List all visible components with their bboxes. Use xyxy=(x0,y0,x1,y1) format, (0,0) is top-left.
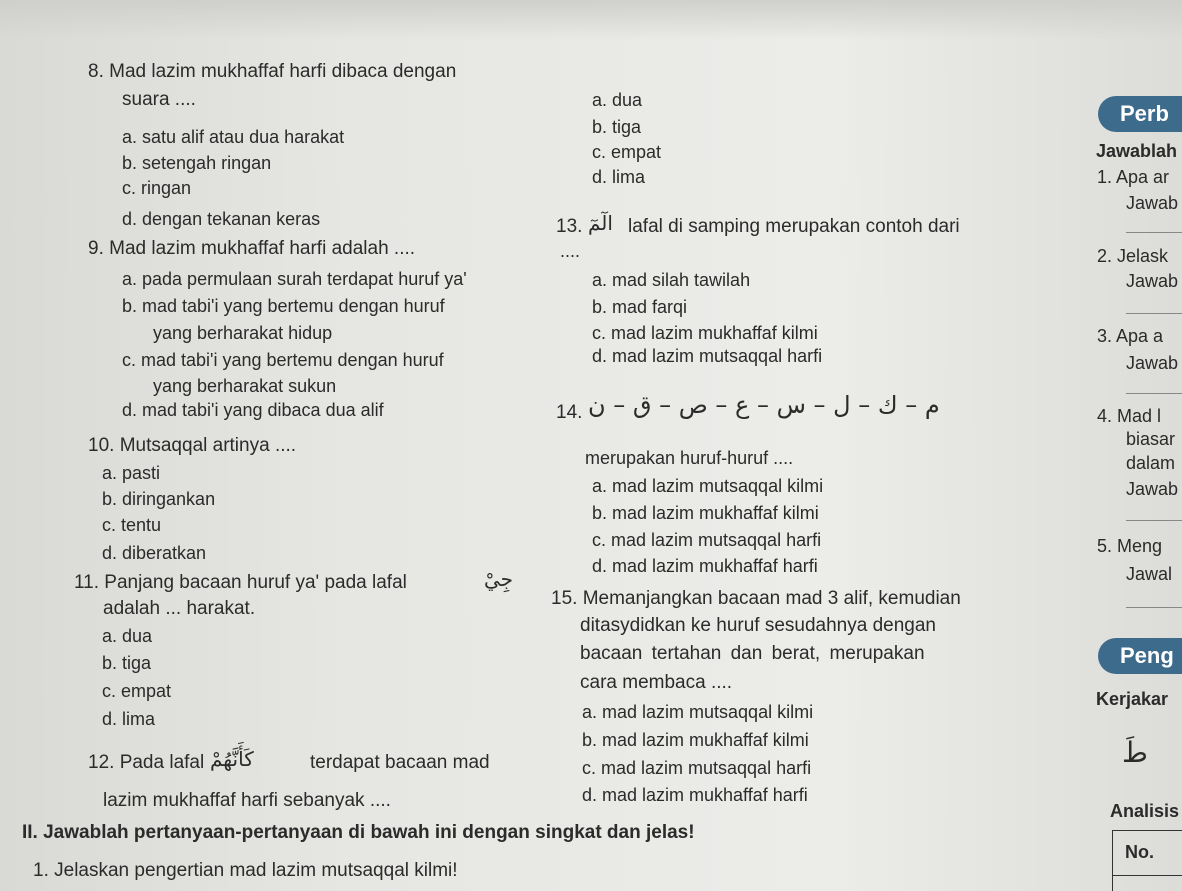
kerjakan-heading: Kerjakar xyxy=(1096,689,1169,709)
option-10a: a. pasti xyxy=(102,463,161,483)
arabic-letters-14: م – ك – ل – س – ع – ص – ق – ن xyxy=(588,391,940,419)
option-14c: c. mad lazim mutsaqqal harfi xyxy=(592,530,822,550)
table-divider xyxy=(1113,875,1182,876)
right-answer-2: Jawab xyxy=(1126,271,1179,291)
arabic-letter-right: طَ xyxy=(1122,736,1148,769)
option-15c: c. mad lazim mutsaqqal harfi xyxy=(582,758,812,778)
right-answer-5: Jawal xyxy=(1126,564,1173,584)
answer-line xyxy=(1126,313,1182,314)
option-8c: c. ringan xyxy=(122,178,192,198)
option-13c: c. mad lazim mukhaffaf kilmi xyxy=(592,323,818,343)
option-8-tiga: b. tiga xyxy=(592,117,642,137)
question-11-text: 11. Panjang bacaan huruf ya' pada lafal xyxy=(74,572,407,593)
question-12-text: 12. Pada lafal xyxy=(88,752,205,773)
section-2-heading: II. Jawablah pertanyaan-pertanyaan di bawah ini dengan singkat dan jelas! xyxy=(22,822,695,843)
right-item-3: 3. Apa a xyxy=(1097,326,1164,346)
arabic-word-13: الٓمٓ xyxy=(588,211,613,235)
answer-line xyxy=(1126,232,1182,233)
option-9c: c. mad tabi'i yang bertemu dengan huruf xyxy=(122,350,444,370)
essay-question-1: 1. Jelaskan pengertian mad lazim mutsaqqal kilmi! xyxy=(33,860,458,881)
option-9d: d. mad tabi'i yang dibaca dua alif xyxy=(122,400,384,420)
question-15-line4: cara membaca .... xyxy=(580,672,733,693)
question-15-line3: bacaan tertahan dan berat, merupakan xyxy=(580,643,925,664)
option-11b: b. tiga xyxy=(102,653,152,673)
right-item-4-cont2: dalam xyxy=(1126,453,1176,473)
arabic-word-12: كَأَنَّهُمْ xyxy=(210,747,254,771)
option-13a: a. mad silah tawilah xyxy=(592,270,751,290)
table-header-no: No. xyxy=(1125,842,1154,862)
right-item-2: 2. Jelask xyxy=(1097,246,1169,266)
page-fold-shadow xyxy=(0,0,1182,40)
option-15a: a. mad lazim mutsaqqal kilmi xyxy=(582,702,814,722)
option-14b: b. mad lazim mukhaffaf kilmi xyxy=(592,503,819,523)
option-9b: b. mad tabi'i yang bertemu dengan huruf xyxy=(122,296,445,316)
arabic-word-11: جِيْ xyxy=(484,567,514,591)
right-answer-3: Jawab xyxy=(1126,353,1179,373)
question-13-text: lafal di samping merupakan contoh dari xyxy=(628,216,960,237)
option-9b-cont: yang berharakat hidup xyxy=(153,323,333,343)
option-8b: b. setengah ringan xyxy=(122,153,272,173)
question-12-text-post: terdapat bacaan mad xyxy=(310,752,490,773)
question-14-number: 14. xyxy=(556,402,583,423)
option-10c: c. tentu xyxy=(102,515,162,535)
question-15-line2: ditasydidkan ke huruf sesudahnya dengan xyxy=(580,615,936,636)
question-13-dots: .... xyxy=(560,241,581,261)
option-11d: d. lima xyxy=(102,709,156,729)
option-11a: a. dua xyxy=(102,626,153,646)
question-13-number: 13. xyxy=(556,216,583,237)
right-answer-4: Jawab xyxy=(1126,479,1179,499)
question-15-line1: 15. Memanjangkan bacaan mad 3 alif, kemudian xyxy=(551,588,961,609)
answer-line xyxy=(1126,393,1182,394)
jawablah-heading: Jawablah xyxy=(1096,141,1178,161)
section-pill-perb: Perb xyxy=(1098,96,1182,132)
section-pill-peng: Peng xyxy=(1098,638,1182,674)
option-13b: b. mad farqi xyxy=(592,297,688,317)
answer-line xyxy=(1126,520,1182,521)
option-10b: b. diringankan xyxy=(102,489,216,509)
option-8-dua: a. dua xyxy=(592,90,643,110)
question-9-text: 9. Mad lazim mukhaffaf harfi adalah .... xyxy=(88,238,416,259)
question-8-text-cont: suara .... xyxy=(122,89,196,110)
right-item-1: 1. Apa ar xyxy=(1097,167,1170,187)
option-15d: d. mad lazim mukhaffaf harfi xyxy=(582,785,808,805)
option-8-lima: d. lima xyxy=(592,167,646,187)
answer-line xyxy=(1126,607,1182,608)
right-item-4-cont: biasar xyxy=(1126,429,1176,449)
option-8d: d. dengan tekanan keras xyxy=(122,209,321,229)
question-10-text: 10. Mutsaqqal artinya .... xyxy=(88,435,297,456)
option-9a: a. pada permulaan surah terdapat huruf ya' xyxy=(122,269,467,289)
option-8-empat: c. empat xyxy=(592,142,662,162)
right-answer-1: Jawab xyxy=(1126,193,1179,213)
right-item-4: 4. Mad l xyxy=(1097,406,1162,426)
option-14d: d. mad lazim mukhaffaf harfi xyxy=(592,556,818,576)
option-8a: a. satu alif atau dua harakat xyxy=(122,127,345,147)
right-item-5: 5. Meng xyxy=(1097,536,1163,556)
option-13d: d. mad lazim mutsaqqal harfi xyxy=(592,346,823,366)
question-11-text-cont: adalah ... harakat. xyxy=(103,598,256,619)
question-14-text: merupakan huruf-huruf .... xyxy=(585,448,794,468)
analisis-heading: Analisis xyxy=(1110,801,1180,821)
option-14a: a. mad lazim mutsaqqal kilmi xyxy=(592,476,824,496)
option-11c: c. empat xyxy=(102,681,172,701)
analysis-table xyxy=(1112,830,1182,891)
question-12-text-cont: lazim mukhaffaf harfi sebanyak .... xyxy=(103,790,391,811)
option-9c-cont: yang berharakat sukun xyxy=(153,376,337,396)
option-10d: d. diberatkan xyxy=(102,543,207,563)
option-15b: b. mad lazim mukhaffaf kilmi xyxy=(582,730,809,750)
question-8-text: 8. Mad lazim mukhaffaf harfi dibaca dengan xyxy=(88,61,457,82)
